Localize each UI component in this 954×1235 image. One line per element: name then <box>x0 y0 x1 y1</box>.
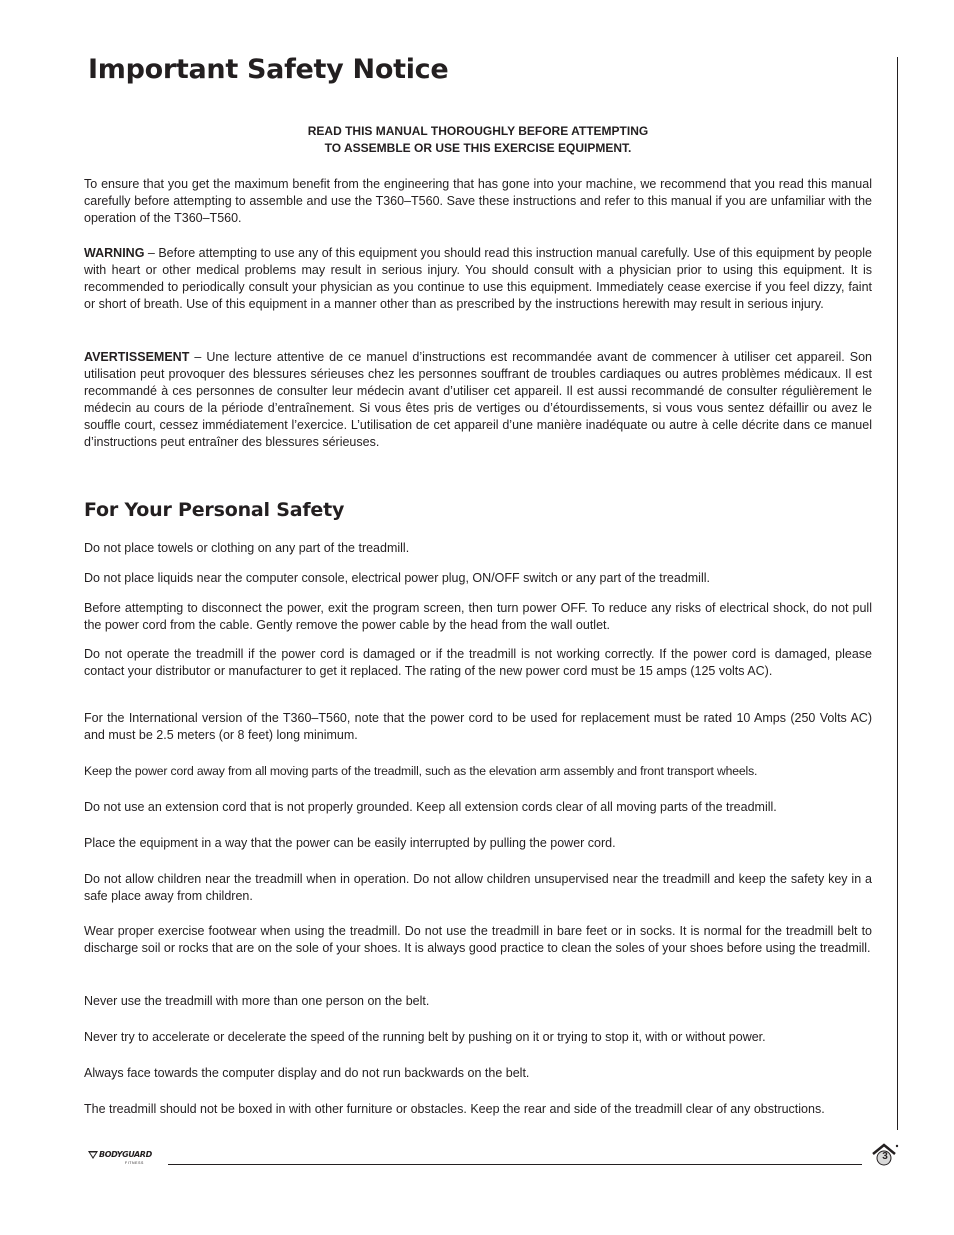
safety-item: Place the equipment in a way that the power can be easily interrupted by pulling the power cord. <box>84 836 616 850</box>
safety-item: Wear proper exercise footwear when using the treadmill. Do not use the treadmill in bare feet or in socks. It is normal for the treadmill belt to discharge soil or rocks that are on the sole of your shoes. It is always good practice to clean the soles of your shoes before using the treadmill. <box>84 924 872 955</box>
avertissement-label: AVERTISSEMENT <box>84 350 190 364</box>
safety-item: The treadmill should not be boxed in with other furniture or obstacles. Keep the rear and side of the treadmill clear of any obstructions. <box>84 1102 825 1116</box>
safety-item: Before attempting to disconnect the power, exit the program screen, then turn power OFF. To reduce any risks of electrical shock, do not pull the power cord from the cable. Gently remove the power cable by the head from the wall outlet. <box>84 601 872 632</box>
safety-item: Do not place liquids near the computer console, electrical power plug, ON/OFF switch or any part of the treadmill. <box>84 571 710 585</box>
safety-item: Always face towards the computer display and do not run backwards on the belt. <box>84 1066 530 1080</box>
safety-item: Never try to accelerate or decelerate the speed of the running belt by pushing on it or trying to stop it, with or without power. <box>84 1030 766 1044</box>
avertissement-paragraph <box>84 349 872 451</box>
right-margin-rule <box>897 57 898 1130</box>
safety-item: For the International version of the T360–T560, note that the power cord to be used for replacement must be rated 10 Amps (250 Volts AC) and must be 2.5 meters (or 8 feet) long minimum. <box>84 711 872 742</box>
logo-subtext: FITNESS <box>125 1161 144 1165</box>
safety-item: Never use the treadmill with more than one person on the belt. <box>84 994 430 1008</box>
bodyguard-logo <box>87 1149 157 1169</box>
section-heading: For Your Personal Safety <box>84 499 345 521</box>
warning-paragraph <box>84 245 872 313</box>
page-title: Important Safety Notice <box>88 54 449 85</box>
safety-item: Do not use an extension cord that is not properly grounded. Keep all extension cords clear of all moving parts of the treadmill. <box>84 800 777 814</box>
safety-item: Do not place towels or clothing on any part of the treadmill. <box>84 541 410 555</box>
shield-icon <box>87 1150 99 1160</box>
notice-line-2: TO ASSEMBLE OR USE THIS EXERCISE EQUIPMENT. <box>324 141 632 155</box>
safety-item: Keep the power cord away from all moving parts of the treadmill, such as the elevation arm assembly and front transport wheels. <box>84 764 758 778</box>
read-manual-notice <box>84 123 872 157</box>
intro-paragraph: To ensure that you get the maximum benefit from the engineering that has gone into your machine, we recommend that you read this manual carefully before attempting to assemble and use the T360–T560. Save these instructions and refer to this manual if you are unfamiliar with the operation of the T360–T560. <box>84 177 872 225</box>
footer-rule <box>168 1164 862 1165</box>
warning-text: – Before attempting to use any of this equipment you should read this instruction manual carefully. Use of this equipment by people with heart or other medical problems may result in serious injury. You should consult with a physician prior to using this equipment. It is recommended to periodically consult your physician as you continue to use this equipment. Immediately cease exercise if you feel dizzy, faint or short of breath. Use of this equipment in a manner other than as prescribed by the instructions herewith may result in serious injury. <box>84 246 872 311</box>
safety-item: Do not allow children near the treadmill when in operation. Do not allow children unsupervised near the treadmill and keep the safety key in a safe place away from children. <box>84 872 872 903</box>
notice-line-1: READ THIS MANUAL THOROUGHLY BEFORE ATTEMPTING <box>307 124 649 138</box>
logo-wordmark: BODYGUARD <box>99 1150 152 1159</box>
avertissement-text: – Une lecture attentive de ce manuel d’instructions est recommandée avant de commencer à utiliser cet appareil. Son utilisation peut provoquer des blessures sérieuses chez les personnes souffrant de troubles cardiaques ou autres problèmes médicaux. Il est recommandé à ces personnes de consulter leur médecin avant d’utiliser cet appareil. Il est aussi recommandé de consulter régulièrement le médecin au cours de la période d’entraînement. Si vous êtes pris de vertiges ou d’étourdissements, si vous vous sentez défaillir ou avez le souffle court, cessez immédiatement l’exercice. L’utilisation de cet appareil d’une manière inadéquate ou autre à celle décrite dans ce manuel d’instructions peut entraîner des blessures sérieuses. <box>84 350 872 449</box>
page-number: 3 <box>882 1151 888 1162</box>
safety-item: Do not operate the treadmill if the power cord is damaged or if the treadmill is not working correctly. If the power cord is damaged, please contact your distributor or manufacturer to get it replaced. The rating of the new power cord must be 15 amps (125 volts AC). <box>84 647 872 678</box>
warning-label: WARNING <box>84 246 145 260</box>
page-badge <box>870 1141 900 1169</box>
